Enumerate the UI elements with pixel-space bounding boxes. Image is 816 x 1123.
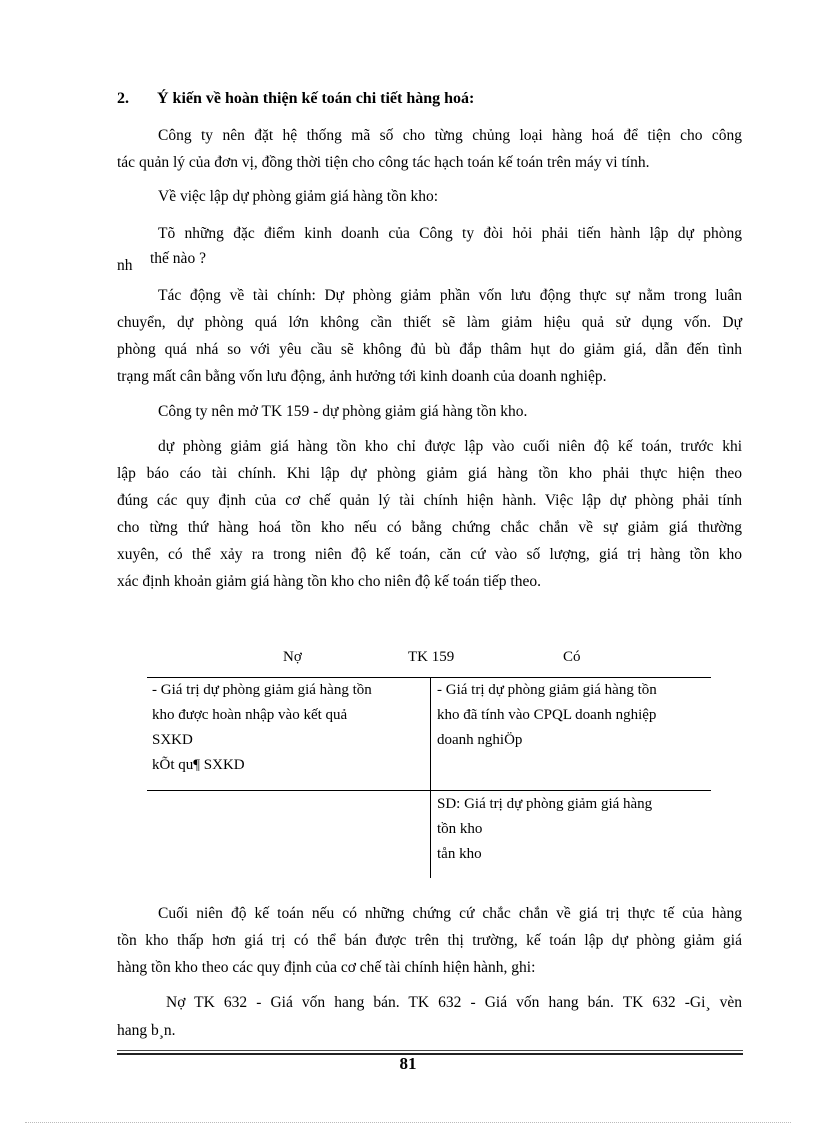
credit-line: kho đã tính vào CPQL doanh nghiệp bbox=[437, 707, 657, 723]
para4-line2: chuyển, dự phòng quá lớn không cần thiết sẽ làm giảm hiệu quả sử dụng vốn. Dự bbox=[117, 314, 742, 331]
para2: Về việc lập dự phòng giảm giá hàng tồn kho: bbox=[158, 188, 439, 205]
t-account-debit-label: Nợ bbox=[283, 649, 302, 665]
debit-line: kho được hoàn nhập vào kết quả bbox=[152, 707, 348, 723]
balance-line: tån kho bbox=[437, 846, 482, 862]
para5: Công ty nên mở TK 159 - dự phòng giảm giá hàng tồn kho. bbox=[158, 403, 528, 420]
para7-line2: tồn kho thấp hơn giá trị có thể bán được trên thị trường, kế toán lập dự phòng giảm giá bbox=[117, 932, 742, 949]
t-account-balance-cell bbox=[437, 792, 652, 867]
para4-line4: trạng mất cân bằng vốn lưu động, ảnh hưởng tới kinh doanh của doanh nghiệp. bbox=[117, 368, 607, 385]
para8-line2: hang b¸n. bbox=[117, 1022, 176, 1039]
t-account-credit-cell bbox=[437, 678, 657, 753]
debit-line: SXKD bbox=[152, 732, 193, 748]
page-number: 81 bbox=[399, 1054, 417, 1073]
section-number: 2. bbox=[117, 90, 129, 107]
debit-line: - Giá trị dự phòng giảm giá hàng tồn bbox=[152, 682, 372, 698]
para3-rest: thế nào ? bbox=[150, 250, 206, 267]
t-account-title: TK 159 bbox=[408, 649, 455, 665]
para3-line1: Tõ những đặc điểm kinh doanh của Công ty đòi hỏi phải tiến hành lập dự phòng bbox=[158, 225, 742, 242]
para6-line2: lập báo cáo tài chính. Khi lập dự phòng giảm giá hàng tồn kho phải thực hiện theo bbox=[117, 465, 742, 482]
para4-line3: phòng quá nhá so với yêu cầu sẽ không đủ bù đắp thâm hụt do giảm giá, dẫn đến tình bbox=[117, 341, 742, 358]
para6-line5: xuyên, có thể xảy ra trong niên độ kế toán, căn cứ vào số lượng, giá trị hàng tồn kho bbox=[117, 546, 742, 563]
footer-rule-top bbox=[117, 1050, 743, 1051]
para7-line1: Cuối niên độ kế toán nếu có những chứng cứ chắc chắn về giá trị thực tế của hàng bbox=[158, 905, 742, 922]
section-heading bbox=[117, 90, 474, 108]
balance-line: SD: Giá trị dự phòng giảm giá hàng bbox=[437, 796, 653, 812]
credit-line: doanh nghiÖp bbox=[437, 732, 523, 748]
credit-line: - Giá trị dự phòng giảm giá hàng tồn bbox=[437, 682, 657, 698]
para8-line1: Nợ TK 632 - Giá vốn hang bán. TK 632 - Giá vốn hang bán. TK 632 -Gi¸ vèn bbox=[166, 994, 742, 1011]
t-account-vertical-line bbox=[430, 677, 431, 878]
para6-line6: xác định khoản giảm giá hàng tồn kho cho niên độ kế toán tiếp theo. bbox=[117, 573, 541, 590]
section-title: Ý kiến về hoàn thiện kế toán chi tiết hàng hoá: bbox=[157, 90, 475, 107]
para6-line3: đúng các quy định của cơ chế quản lý tài chính hiện hành. Việc lập dự phòng phải tính bbox=[117, 492, 742, 509]
t-account-credit-label: Có bbox=[563, 649, 581, 665]
para1-line1: Công ty nên đặt hệ thống mã số cho từng chủng loại hàng hoá để tiện cho công bbox=[158, 127, 742, 144]
para6-line4: cho từng thứ hàng hoá tồn kho nếu có bằng chứng chắc chắn về sự giảm giá thường bbox=[117, 519, 742, 536]
para4-line1: Tác động về tài chính: Dự phòng giảm phần vốn lưu động thực sự nằm trong luân bbox=[158, 287, 742, 304]
para3-nh: nh bbox=[117, 257, 133, 274]
t-account-debit-cell bbox=[152, 678, 372, 778]
debit-line: kÕt qu¶ SXKD bbox=[152, 757, 245, 773]
t-account-balance-line bbox=[147, 790, 711, 791]
para6-line1: dự phòng giảm giá hàng tồn kho chỉ được lập vào cuối niên độ kế toán, trước khi bbox=[158, 438, 742, 455]
balance-line: tồn kho bbox=[437, 821, 483, 837]
para7-line3: hàng tồn kho theo các quy định của cơ chế tài chính hiện hành, ghi: bbox=[117, 959, 536, 976]
para1-line2: tác quản lý của đơn vị, đồng thời tiện cho công tác hạch toán kế toán trên máy vi tính. bbox=[117, 154, 650, 171]
